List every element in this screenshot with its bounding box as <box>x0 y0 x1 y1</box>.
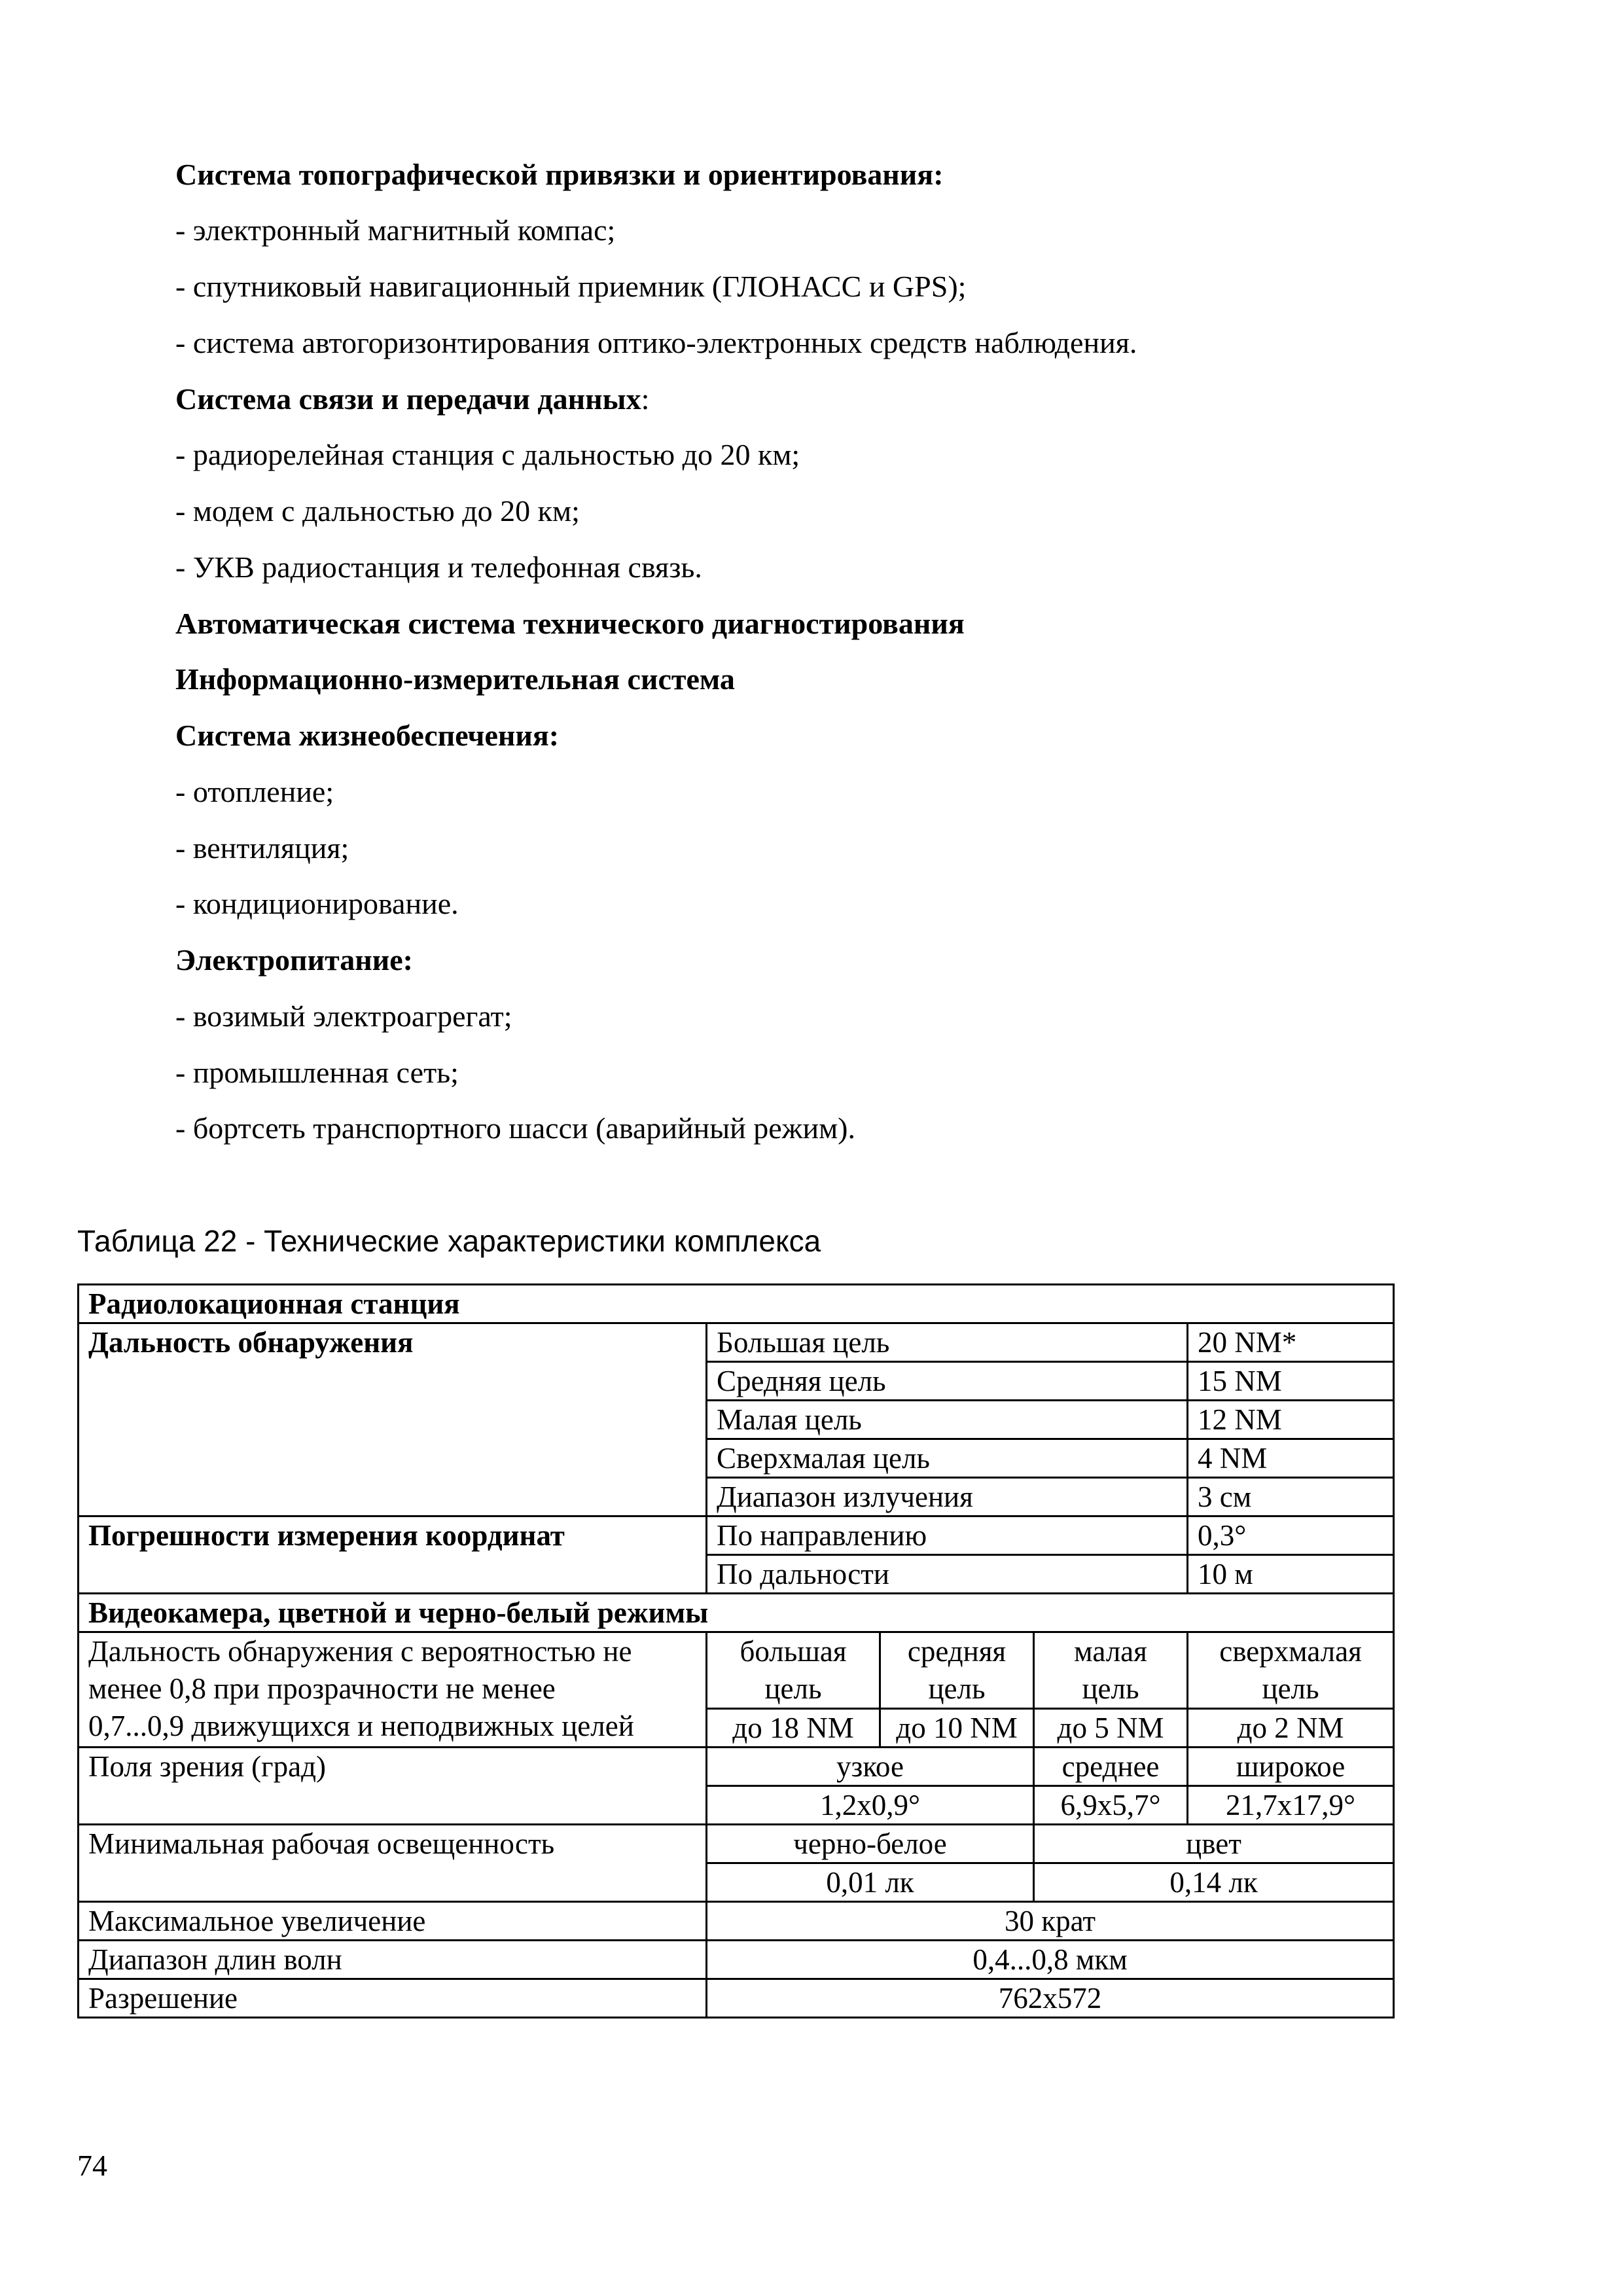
table-row <box>79 1748 1394 1786</box>
camera-detection-line: менее 0,8 при прозрачности не менее <box>88 1672 556 1705</box>
list-item: - возимый электроагрегат; <box>175 999 512 1033</box>
list-item: - радиорелейная станция с дальностью до 20 км; <box>175 438 800 471</box>
illumination-header: черно-белое <box>707 1825 1034 1863</box>
camera-detection-line: Дальность обнаружения с вероятностью не <box>88 1635 632 1668</box>
radar-param-label: Сверхмалая цель <box>707 1439 1188 1478</box>
target-value: до 2 NM <box>1188 1709 1394 1748</box>
radar-param-value: 12 NM <box>1188 1401 1394 1439</box>
target-header: малая цель <box>1034 1632 1188 1709</box>
table-row <box>79 1516 1394 1555</box>
zoom-label: Максимальное увеличение <box>79 1902 707 1941</box>
radar-param-value: 3 см <box>1188 1478 1394 1516</box>
illumination-label: Минимальная рабочая освещенность <box>79 1825 707 1902</box>
list-item: - спутниковый навигационный приемник (ГЛОНАСС и GPS); <box>175 270 967 303</box>
fov-header: широкое <box>1188 1748 1394 1786</box>
list-item: - система автогоризонтирования оптико-электронных средств наблюдения. <box>175 326 1137 359</box>
camera-detection-label <box>79 1632 707 1748</box>
radar-param-label: Средняя цель <box>707 1362 1188 1401</box>
heading-power-supply: Электропитание: <box>175 943 413 977</box>
fov-header: среднее <box>1034 1748 1188 1786</box>
fov-label: Поля зрения (град) <box>79 1748 707 1825</box>
camera-detection-line: 0,7...0,9 движущихся и неподвижных целей <box>88 1710 634 1742</box>
table-row <box>79 1323 1394 1362</box>
section-radar: Радиолокационная станция <box>79 1285 1394 1323</box>
list-item: - отопление; <box>175 775 334 808</box>
resolution-value: 762x572 <box>707 1979 1394 2018</box>
wavelength-value: 0,4...0,8 мкм <box>707 1941 1394 1979</box>
list-item: - кондиционирование. <box>175 887 459 920</box>
table-row <box>79 1285 1394 1323</box>
accuracy-param-label: По направлению <box>707 1516 1188 1555</box>
table-row <box>79 1979 1394 2018</box>
detection-range-label: Дальность обнаружения <box>79 1323 707 1516</box>
target-header: большая цель <box>707 1632 880 1709</box>
table-caption: Таблица 22 - Технические характеристики комплекса <box>77 1224 821 1258</box>
specs-table <box>77 1283 1395 2018</box>
radar-param-value: 15 NM <box>1188 1362 1394 1401</box>
table-row <box>79 1941 1394 1979</box>
resolution-label: Разрешение <box>79 1979 707 2018</box>
heading-life-support: Система жизнеобеспечения: <box>175 719 560 752</box>
list-item: - вентиляция; <box>175 831 349 865</box>
illumination-value: 0,14 лк <box>1034 1863 1394 1902</box>
target-value: до 10 NM <box>880 1709 1034 1748</box>
target-value: до 5 NM <box>1034 1709 1188 1748</box>
fov-value: 1,2x0,9° <box>707 1786 1034 1825</box>
illumination-value: 0,01 лк <box>707 1863 1034 1902</box>
page-number: 74 <box>77 2149 107 2182</box>
list-item: - промышленная сеть; <box>175 1056 459 1089</box>
accuracy-param-label: По дальности <box>707 1555 1188 1594</box>
table-row <box>79 1632 1394 1709</box>
table-row <box>79 1825 1394 1863</box>
heading-diagnostics-system: Автоматическая система технического диагностирования <box>175 607 965 640</box>
heading-measurement-system: Информационно-измерительная система <box>175 662 735 696</box>
table-row <box>79 1902 1394 1941</box>
heading-comm-system: Система связи и передачи данных: <box>175 382 650 416</box>
target-value: до 18 NM <box>707 1709 880 1748</box>
section-camera: Видеокамера, цветной и черно-белый режимы <box>79 1594 1394 1632</box>
radar-param-value: 4 NM <box>1188 1439 1394 1478</box>
radar-param-label: Большая цель <box>707 1323 1188 1362</box>
list-item: - УКВ радиостанция и телефонная связь. <box>175 550 702 584</box>
heading-topo-system: Система топографической привязки и ориентирования: <box>175 158 944 191</box>
radar-param-label: Малая цель <box>707 1401 1188 1439</box>
table-row <box>79 1594 1394 1632</box>
accuracy-param-value: 0,3° <box>1188 1516 1394 1555</box>
zoom-value: 30 крат <box>707 1902 1394 1941</box>
list-item: - бортсеть транспортного шасси (аварийный режим). <box>175 1111 855 1145</box>
fov-header: узкое <box>707 1748 1034 1786</box>
wavelength-label: Диапазон длин волн <box>79 1941 707 1979</box>
target-header: средняя цель <box>880 1632 1034 1709</box>
accuracy-label: Погрешности измерения координат <box>79 1516 707 1594</box>
radar-param-label: Диапазон излучения <box>707 1478 1188 1516</box>
fov-value: 21,7x17,9° <box>1188 1786 1394 1825</box>
fov-value: 6,9x5,7° <box>1034 1786 1188 1825</box>
accuracy-param-value: 10 м <box>1188 1555 1394 1594</box>
illumination-header: цвет <box>1034 1825 1394 1863</box>
list-item: - электронный магнитный компас; <box>175 213 616 247</box>
list-item: - модем с дальностью до 20 км; <box>175 494 580 528</box>
radar-param-value: 20 NM* <box>1188 1323 1394 1362</box>
target-header: сверхмалая цель <box>1188 1632 1394 1709</box>
